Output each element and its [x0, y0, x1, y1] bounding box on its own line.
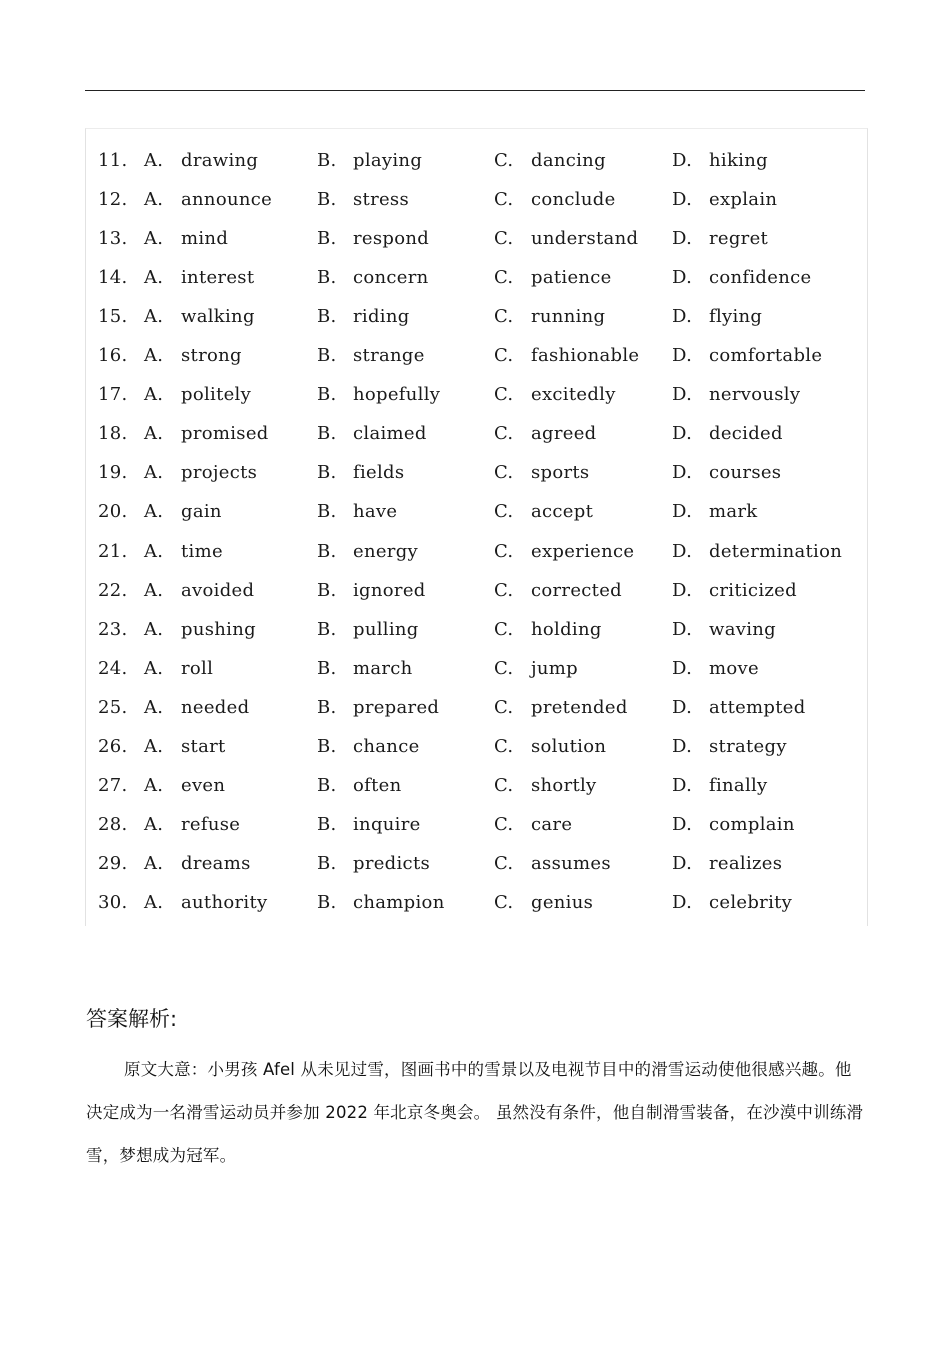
- choice-c: fashionable: [531, 345, 640, 367]
- choice-d: flying: [709, 306, 763, 328]
- choice-letter: D.: [672, 228, 693, 250]
- question-number: 22.: [98, 579, 128, 601]
- choice-letter: A.: [144, 423, 164, 445]
- choice-a: strong: [181, 345, 242, 367]
- choice-a: pushing: [181, 618, 256, 640]
- question-number: 19.: [98, 462, 128, 484]
- question-number: 16.: [98, 345, 128, 367]
- choice-letter: C.: [494, 579, 514, 601]
- choice-c: pretended: [531, 696, 628, 718]
- choice-letter: C.: [494, 228, 514, 250]
- choice-letter: A.: [144, 501, 164, 523]
- choice-b: claimed: [353, 423, 427, 445]
- choice-letter: D.: [672, 579, 693, 601]
- choice-letter: A.: [144, 735, 164, 757]
- choice-letter: A.: [144, 774, 164, 796]
- choice-letter: A.: [144, 306, 164, 328]
- question-number: 30.: [98, 891, 128, 913]
- option-row: [86, 532, 867, 571]
- choice-letter: B.: [317, 423, 337, 445]
- choice-letter: D.: [672, 540, 693, 562]
- choice-letter: B.: [317, 735, 337, 757]
- choice-letter: B.: [317, 540, 337, 562]
- question-number: 27.: [98, 774, 128, 796]
- choice-c: jump: [531, 657, 578, 679]
- choice-b: march: [353, 657, 413, 679]
- choice-d: attempted: [709, 696, 806, 718]
- choice-letter: D.: [672, 150, 693, 171]
- choice-b: inquire: [353, 813, 421, 835]
- choice-letter: C.: [494, 462, 514, 484]
- choice-letter: D.: [672, 891, 693, 913]
- choice-b: riding: [353, 306, 410, 328]
- choice-letter: A.: [144, 852, 164, 874]
- choice-b: pulling: [353, 618, 419, 640]
- choice-letter: D.: [672, 852, 693, 874]
- choice-a: interest: [181, 267, 255, 289]
- question-number: 12.: [98, 189, 128, 211]
- choice-b: hopefully: [353, 384, 441, 406]
- choice-a: roll: [181, 657, 214, 679]
- choice-letter: B.: [317, 228, 337, 250]
- choice-b: concern: [353, 267, 429, 289]
- choice-a: even: [181, 774, 226, 796]
- option-row: [86, 492, 867, 531]
- choice-letter: C.: [494, 306, 514, 328]
- choice-a: dreams: [181, 852, 251, 874]
- choice-b: often: [353, 774, 402, 796]
- choice-b: fields: [353, 462, 405, 484]
- question-number: 24.: [98, 657, 128, 679]
- choice-d: celebrity: [709, 891, 793, 913]
- choice-letter: D.: [672, 306, 693, 328]
- choice-d: hiking: [709, 150, 768, 171]
- choice-c: excitedly: [531, 384, 616, 406]
- option-row: [86, 571, 867, 610]
- choice-letter: B.: [317, 891, 337, 913]
- choice-letter: D.: [672, 774, 693, 796]
- question-number: 18.: [98, 423, 128, 445]
- choice-letter: B.: [317, 696, 337, 718]
- choice-a: walking: [181, 306, 255, 328]
- choice-c: care: [531, 813, 573, 835]
- choice-letter: A.: [144, 384, 164, 406]
- choice-c: solution: [531, 735, 607, 757]
- choice-a: authority: [181, 891, 268, 913]
- choice-letter: A.: [144, 150, 164, 171]
- choice-b: respond: [353, 228, 430, 250]
- choice-letter: B.: [317, 657, 337, 679]
- choice-d: comfortable: [709, 345, 823, 367]
- choice-letter: D.: [672, 657, 693, 679]
- choice-b: playing: [353, 150, 423, 171]
- choice-letter: B.: [317, 618, 337, 640]
- choice-letter: C.: [494, 618, 514, 640]
- choice-letter: D.: [672, 267, 693, 289]
- choice-d: criticized: [709, 579, 797, 601]
- option-row: [86, 219, 867, 258]
- choice-letter: A.: [144, 189, 164, 211]
- question-number: 26.: [98, 735, 128, 757]
- choice-a: avoided: [181, 579, 255, 601]
- choice-c: experience: [531, 540, 635, 562]
- option-row: [86, 336, 867, 375]
- choice-letter: B.: [317, 774, 337, 796]
- choice-letter: C.: [494, 423, 514, 445]
- choice-a: mind: [181, 228, 229, 250]
- choice-letter: D.: [672, 189, 693, 211]
- choice-d: nervously: [709, 384, 801, 406]
- choice-letter: A.: [144, 267, 164, 289]
- choice-b: energy: [353, 540, 418, 562]
- choice-a: time: [181, 540, 223, 562]
- choice-a: politely: [181, 384, 252, 406]
- choice-letter: D.: [672, 696, 693, 718]
- choice-letter: A.: [144, 813, 164, 835]
- choice-a: gain: [181, 501, 222, 523]
- option-row: [86, 805, 867, 844]
- answer-summary: 原文大意：小男孩 Afel 从未见过雪，图画书中的雪景以及电视节目中的滑雪运动使他很感兴趣。他决定成为一名滑雪运动员并参加 2022 年北京冬奥会。 虽然没有条件，他自制滑雪装备，在沙漠中训练滑雪，梦想成为冠军。: [86, 1060, 864, 1165]
- choice-a: needed: [181, 696, 250, 718]
- choice-letter: B.: [317, 189, 337, 211]
- choice-letter: A.: [144, 228, 164, 250]
- choice-c: corrected: [531, 579, 622, 601]
- question-number: 15.: [98, 306, 128, 328]
- choice-b: stress: [353, 189, 410, 211]
- choice-letter: A.: [144, 891, 164, 913]
- choice-letter: B.: [317, 267, 337, 289]
- choice-b: ignored: [353, 579, 426, 601]
- header-rule: [85, 90, 865, 91]
- choice-letter: C.: [494, 696, 514, 718]
- choice-letter: C.: [494, 735, 514, 757]
- choice-letter: D.: [672, 813, 693, 835]
- choice-letter: D.: [672, 462, 693, 484]
- question-number: 29.: [98, 852, 128, 874]
- option-row: [86, 258, 867, 297]
- choice-letter: B.: [317, 813, 337, 835]
- choice-letter: C.: [494, 813, 514, 835]
- choice-b: prepared: [353, 696, 440, 718]
- option-row: [86, 649, 867, 688]
- question-number: 11.: [98, 150, 128, 171]
- choice-c: sports: [531, 462, 590, 484]
- choice-letter: D.: [672, 384, 693, 406]
- choice-d: courses: [709, 462, 782, 484]
- choice-d: complain: [709, 813, 795, 835]
- choice-a: refuse: [181, 813, 241, 835]
- question-number: 23.: [98, 618, 128, 640]
- question-number: 21.: [98, 540, 128, 562]
- choice-letter: A.: [144, 540, 164, 562]
- choice-letter: B.: [317, 852, 337, 874]
- options-table: [85, 128, 868, 926]
- option-row: [86, 180, 867, 219]
- choice-d: move: [709, 657, 759, 679]
- choice-letter: C.: [494, 657, 514, 679]
- choice-c: conclude: [531, 189, 616, 211]
- choice-letter: C.: [494, 540, 514, 562]
- choice-letter: A.: [144, 345, 164, 367]
- option-row: [86, 844, 867, 883]
- choice-d: confidence: [709, 267, 812, 289]
- choice-letter: A.: [144, 618, 164, 640]
- option-row: [86, 141, 867, 180]
- choice-letter: B.: [317, 462, 337, 484]
- choice-letter: D.: [672, 423, 693, 445]
- choice-c: dancing: [531, 150, 606, 171]
- choice-c: shortly: [531, 774, 597, 796]
- choice-c: understand: [531, 228, 639, 250]
- choice-d: mark: [709, 501, 758, 523]
- choice-c: genius: [531, 891, 594, 913]
- question-number: 13.: [98, 228, 128, 250]
- choice-b: strange: [353, 345, 425, 367]
- choice-letter: B.: [317, 501, 337, 523]
- choice-a: start: [181, 735, 226, 757]
- choice-letter: D.: [672, 501, 693, 523]
- choice-letter: C.: [494, 852, 514, 874]
- choice-letter: B.: [317, 384, 337, 406]
- choice-letter: C.: [494, 345, 514, 367]
- choice-d: regret: [709, 228, 769, 250]
- choice-d: determination: [709, 540, 843, 562]
- choice-b: chance: [353, 735, 420, 757]
- option-row: [86, 688, 867, 727]
- question-number: 28.: [98, 813, 128, 835]
- choice-d: finally: [709, 774, 768, 796]
- choice-letter: A.: [144, 657, 164, 679]
- choice-letter: B.: [317, 345, 337, 367]
- choice-letter: C.: [494, 501, 514, 523]
- question-number: 20.: [98, 501, 128, 523]
- choice-c: holding: [531, 618, 602, 640]
- choice-d: strategy: [709, 735, 787, 757]
- choice-c: agreed: [531, 423, 597, 445]
- option-row: [86, 883, 867, 922]
- answer-heading: 答案解析:: [86, 1007, 178, 1031]
- choice-b: have: [353, 501, 398, 523]
- choice-letter: C.: [494, 891, 514, 913]
- option-row: [86, 414, 867, 453]
- choice-d: explain: [709, 189, 778, 211]
- choice-a: projects: [181, 462, 258, 484]
- question-number: 14.: [98, 267, 128, 289]
- choice-b: champion: [353, 891, 445, 913]
- choice-letter: C.: [494, 150, 514, 171]
- option-row: [86, 610, 867, 649]
- choice-letter: D.: [672, 735, 693, 757]
- choice-c: patience: [531, 267, 612, 289]
- option-row: [86, 453, 867, 492]
- option-row: [86, 375, 867, 414]
- option-row: [86, 297, 867, 336]
- choice-d: decided: [709, 423, 783, 445]
- option-row: [86, 766, 867, 805]
- question-number: 25.: [98, 696, 128, 718]
- choice-letter: B.: [317, 150, 337, 171]
- question-number: 17.: [98, 384, 128, 406]
- choice-d: waving: [709, 618, 776, 640]
- choice-letter: C.: [494, 774, 514, 796]
- choice-letter: D.: [672, 618, 693, 640]
- choice-b: predicts: [353, 852, 431, 874]
- choice-letter: C.: [494, 189, 514, 211]
- choice-letter: A.: [144, 579, 164, 601]
- choice-letter: A.: [144, 462, 164, 484]
- choice-c: accept: [531, 501, 594, 523]
- option-row: [86, 727, 867, 766]
- choice-a: announce: [181, 189, 273, 211]
- choice-c: running: [531, 306, 606, 328]
- choice-c: assumes: [531, 852, 611, 874]
- choice-a: promised: [181, 423, 269, 445]
- choice-d: realizes: [709, 852, 783, 874]
- choice-letter: A.: [144, 696, 164, 718]
- choice-letter: B.: [317, 579, 337, 601]
- choice-letter: B.: [317, 306, 337, 328]
- choice-letter: D.: [672, 345, 693, 367]
- choice-letter: C.: [494, 384, 514, 406]
- choice-a: drawing: [181, 150, 259, 171]
- choice-letter: C.: [494, 267, 514, 289]
